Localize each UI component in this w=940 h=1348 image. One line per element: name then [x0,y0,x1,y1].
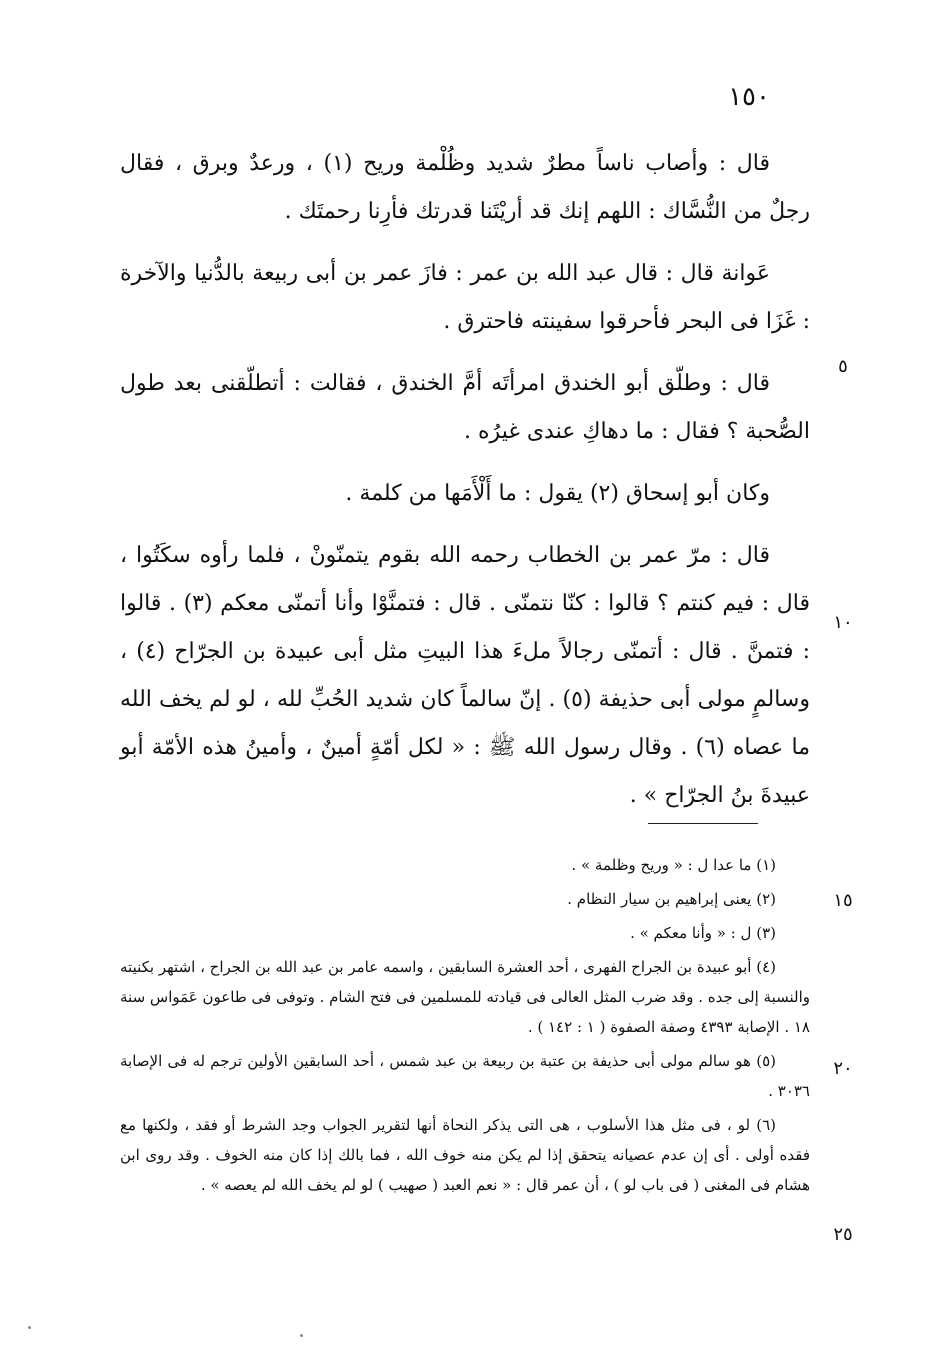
footnote: (١) ما عدا ل : « وريح وظلمة » . [571,856,776,874]
stray-mark [28,1326,31,1329]
paragraph: قال : وأصاب ناساً مطرٌ شديد وظُلْمة وريح (١) ، ورعدٌ وبرق ، فقال رجلٌ من النُّسَّاك : اللهم إنك قد أريْتَنا قدرتك فأرِنا رحمتَك . [120,151,810,224]
paragraph: وكان أبو إسحاق (٢) يقول : ما أَلْأَمَها من كلمة . [345,481,770,506]
footnote: (٢) يعنى إبراهيم بن سيار النظام . [567,890,776,908]
footnote: (٦) لو ، فى مثل هذا الأسلوب ، هى التى يذكر النحاة أنها لتقرير الجواب وجد الشرط أو فقد ، ولكنها مع فقده أولى . أى إن عدم عصيانه يتحقق إذا لم يكن منه خوف الله ، فما بالك إذا كان منه الخوف . وقد روى ابن هشام فى المغنى ( فى باب لو ) ، أن عمر قال : « نعم العبد ( صهيب ) لو لم يخف الله لم يعصه » . [120,1116,810,1194]
footnotes [120,850,810,1204]
paragraph: قال : وطلّق أبو الخندق امرأتَه أمَّ الخندق ، فقالت : أتطلّقنى بعد طول الصُّحبة ؟ فقال : ما دهاكِ عندى غيرُه . [120,371,810,444]
footnote: (٣) ل : « وأنا معكم » . [630,924,776,942]
paragraph: عَوانة قال : قال عبد الله بن عمر : فازَ عمر بن أبى ربيعة بالدُّنيا والآخرة : غَزَا فى البحر فأحرقوا سفينته فاحترق . [120,261,810,334]
paragraph: قال : مرّ عمر بن الخطاب رحمه الله بقوم يتمنّونْ ، فلما رأوه سكَتُوا ، قال : فيم كنتم ؟ قالوا : كنّا نتمنّى . قال : فتمنَّوْا وأنا أتمنّى معكم (٣) . قالوا : فتمنَّ . قال : أتمنّى رجالاً ملءَ هذا البيتِ مثل أبى عبيدة بن الجرّاح (٤) ، وسالمٍ مولى أبى حذيفة (٥) . إنّ سالماً كان شديد الحُبِّ لله ، لو لم يخف الله ما عصاه (٦) . وقال رسول الله ﷺ : « لكل أمّةٍ أمينٌ ، وأمينُ هذه الأمّة أبو عبيدةَ بنُ الجرّاح » . [120,543,810,808]
stray-mark [300,1334,303,1337]
line-number: ١٥ [833,890,853,911]
line-number: ٢٥ [833,1224,853,1245]
footnote: (٤) أبو عبيدة بن الجراح الفهرى ، أحد العشرة السابقين ، واسمه عامر بن عبد الله بن الجراح ، اشتهر بكنيته والنسبة إلى جده . وقد ضرب المثل العالى فى قيادته للمسلمين فى فتح الشام . وتوفى فى طاعون عَمَواس سنة ١٨ . الإصابة ٤٣٩٣ وصفة الصفوة ( ١ : ١٤٢ ) . [120,958,810,1036]
line-number: ١٠ [833,612,853,633]
page-number: ١٥٠ [728,82,770,112]
main-text [120,140,810,834]
footnote-separator [648,823,758,824]
line-number: ٢٠ [833,1058,853,1079]
line-number: ٥ [838,356,848,377]
footnote: (٥) هو سالم مولى أبى حذيفة بن عتبة بن ربيعة بن عبد شمس ، أحد السابقين الأولين ترجم له فى الإصابة ٣٠٣٦ . [120,1052,810,1100]
